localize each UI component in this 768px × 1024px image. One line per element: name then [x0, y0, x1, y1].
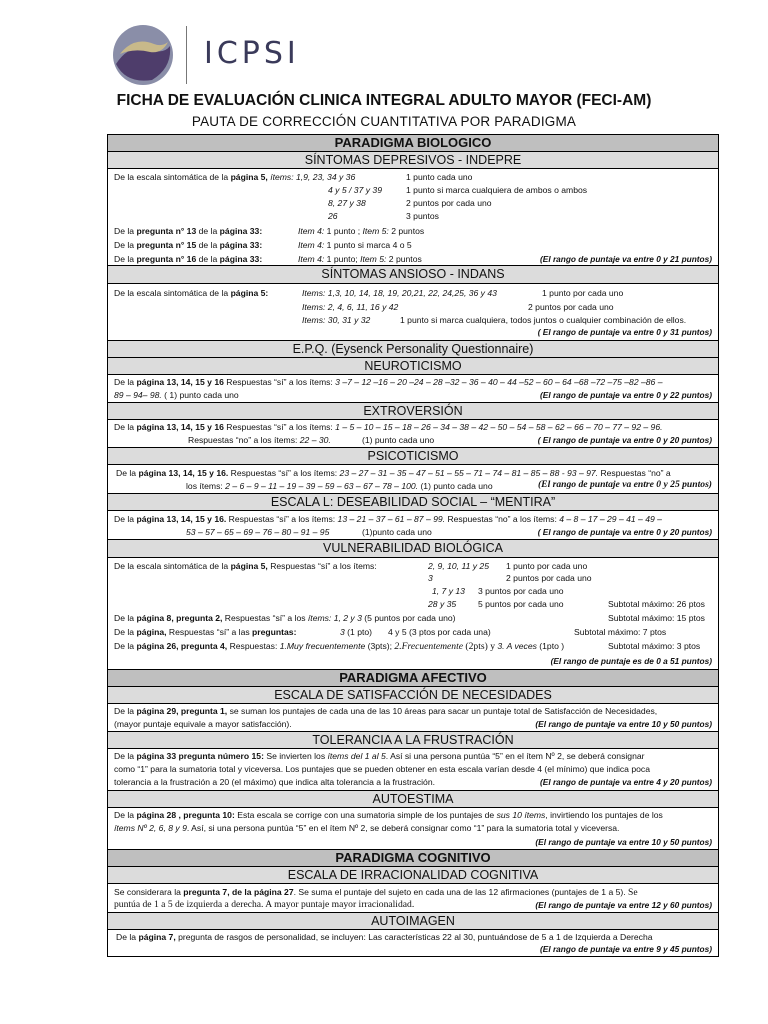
text: 3. A veces	[497, 641, 537, 651]
text: página 33:	[219, 254, 263, 264]
text: (2pts) y	[463, 641, 498, 652]
header-autoestima: AUTOESTIMA	[108, 791, 718, 808]
text: ítems:	[307, 613, 332, 623]
text: Respuestas “no” a los ítems:	[188, 435, 300, 445]
text: (1) punto cada uno	[362, 435, 435, 445]
text: ( 1) punto cada uno	[161, 390, 239, 400]
text: de la	[196, 226, 220, 236]
text: de la	[196, 254, 220, 264]
section-vulnerabilidad	[108, 558, 718, 670]
text: Subtotal máximo: 26 ptos	[608, 599, 705, 609]
text: (5 puntos por cada uno)	[361, 613, 456, 623]
text: 2 puntos	[391, 226, 425, 236]
text: 2 puntos por cada uno	[506, 573, 592, 583]
score-range: (El rango de puntaje va entre 9 y 45 puntos)	[540, 944, 712, 954]
text: 1, 2 y 3	[331, 613, 362, 623]
score-range: (El rango de puntaje va entre 0 y 25 puntos)	[537, 479, 712, 490]
text: Item 4:	[298, 226, 325, 236]
text: página 33 pregunta número 15:	[136, 751, 264, 761]
text: 28 y 35	[428, 599, 457, 609]
text: página 28 , pregunta 10:	[136, 810, 235, 820]
text: página 5,	[230, 561, 268, 571]
text: página 13, 14, 15 y 16.	[136, 514, 227, 524]
text: (1 pto)	[344, 627, 373, 637]
section-extroversion	[108, 420, 718, 448]
text: 2, 9, 10, 11 y 25	[428, 561, 489, 571]
text: De la	[114, 627, 137, 637]
header-tolerancia: TOLERANCIA A LA FRUSTRACIÓN	[108, 732, 718, 749]
text: preguntas:	[252, 627, 297, 637]
text: De la	[116, 932, 139, 942]
text: pregunta n° 13	[136, 226, 197, 236]
text: ítems: 1,9, 23, 34 y 36	[267, 172, 356, 182]
text: Respuestas “sí” a los	[222, 613, 308, 623]
text: De la	[114, 377, 137, 387]
text: como “1” para la sumatoria total y viceversa. Los puntajes que se pueden obtener en esta escala varían desde 4 (el mínimo) que indica poca	[114, 764, 650, 774]
text: Se invierten los	[263, 751, 328, 761]
icpsi-logo-icon	[112, 24, 174, 86]
header-paradigma-biologico: PARADIGMA BIOLOGICO	[108, 135, 718, 152]
text: pregunta n° 15	[136, 240, 197, 250]
text: 8, 27 y 38	[328, 198, 366, 208]
text: página 5,	[230, 172, 268, 182]
section-autoimagen	[108, 930, 718, 957]
text: Se considerara la	[114, 887, 184, 897]
score-range: (El rango de puntaje va entre 0 y 22 puntos)	[540, 390, 712, 400]
text: de la	[196, 240, 220, 250]
text: Respuestas “sí” a los ítems:	[267, 561, 377, 571]
text: 53 – 57 – 65 – 69 – 76 – 80 – 91 – 95	[186, 527, 330, 537]
text: Subtotal máximo: 3 ptos	[608, 641, 701, 651]
text: De la	[114, 240, 137, 250]
text: página 7,	[138, 932, 176, 942]
header-extroversion: EXTROVERSIÓN	[108, 403, 718, 420]
text: 26	[328, 211, 338, 221]
score-range: (El rango de puntaje va entre 4 y 20 puntos)	[540, 777, 712, 787]
text: , invirtiendo los puntajes de los	[545, 810, 663, 820]
text: pregunta n° 16	[136, 254, 197, 264]
text: De la	[114, 514, 137, 524]
text: . Así, si una persona puntúa “5” en el ítem Nº 2, se deberá consignar como “1” para la sumatoria total y viceversa.	[186, 823, 620, 833]
text: De la	[114, 751, 137, 761]
text: . Se suma el puntaje del sujeto en cada una de las 12 afirmaciones (puntajes de 1 a 5).	[293, 887, 626, 897]
text: 1 punto si marca 4 o 5	[326, 240, 412, 250]
text: sus 10 ítems	[496, 810, 546, 820]
text: 89 – 94– 98.	[114, 390, 162, 400]
text: (mayor puntaje equivale a mayor satisfacción).	[114, 719, 292, 729]
text: página 5:	[230, 288, 269, 298]
header-paradigma-cognitivo: PARADIGMA COGNITIVO	[108, 850, 718, 867]
section-irracionalidad	[108, 884, 718, 913]
text: 4 y 5 (3 ptos por cada una)	[388, 627, 491, 637]
text: De la escala sintomática de la	[114, 172, 231, 182]
text: 23 – 27 – 31 – 35 – 47 – 51 – 55 – 71 – 74 – 81 – 85 – 88 - 93 – 97.	[339, 468, 599, 478]
text: Esta escala se corrige con una sumatoria simple de los puntajes de	[234, 810, 497, 820]
section-ansiosos	[108, 284, 718, 341]
score-range: (El rango de puntaje va entre 0 y 21 puntos)	[540, 254, 712, 264]
text: 1 punto cada uno	[406, 172, 473, 182]
text: Items: 30, 31 y 32	[302, 315, 371, 325]
score-range: (El rango de puntaje va entre 10 y 50 puntos)	[535, 837, 712, 847]
text: página 13, 14, 15 y 16.	[138, 468, 229, 478]
score-range: ( El rango de puntaje va entre 0 y 20 puntos)	[537, 527, 712, 537]
text: (1)punto cada uno	[362, 527, 432, 537]
text: 1 punto;	[326, 254, 361, 264]
text: 1, 7 y 13	[432, 586, 465, 596]
text: página 13, 14, 15 y 16	[136, 377, 224, 387]
text: 1 punto si marca cualquiera, todos juntos o cualquier combinación de ellos.	[400, 315, 687, 325]
text: 22 – 30.	[299, 435, 331, 445]
text: (1pto )	[536, 641, 565, 651]
header-escala-l: ESCALA L: DESEABILIDAD SOCIAL – “MENTIRA”	[108, 494, 718, 511]
text: 3 –7 – 12 –16 – 20 –24 – 28 –32 – 36 – 40 – 44 –52 – 60 – 64 –68 –72 –75 –82 –86 –	[335, 377, 663, 387]
text: ítems del 1 al 5	[327, 751, 386, 761]
score-range: (El rango de puntaje va entre 10 y 50 puntos)	[535, 719, 712, 729]
text: Item 4:	[298, 254, 325, 264]
page-title: FICHA DE EVALUACIÓN CLINICA INTEGRAL ADULTO MAYOR (FECI-AM)	[116, 92, 652, 109]
text: De la escala sintomática de la	[114, 561, 231, 571]
text: página 33:	[219, 240, 263, 250]
section-depresivos	[108, 169, 718, 266]
text: Respuestas “no” a	[598, 468, 671, 478]
header-satisfaccion: ESCALA DE SATISFACCIÓN DE NECESIDADES	[108, 687, 718, 704]
text: Respuestas “sí” a los ítems:	[228, 468, 340, 478]
text: De la	[114, 226, 137, 236]
header-sintomas-depresivos: SÍNTOMAS DEPRESIVOS - INDEPRE	[108, 152, 718, 169]
text: 3	[428, 573, 433, 583]
text: puntúa de 1 a 5 de izquierda a derecha. A mayor puntaje mayor irracionalidad.	[114, 899, 415, 910]
score-range: ( El rango de puntaje va entre 0 y 31 puntos)	[537, 327, 712, 337]
header-autoimagen: AUTOIMAGEN	[108, 913, 718, 930]
text: Respuestas “no” a los ítems:	[445, 514, 560, 524]
text: 3	[340, 627, 345, 637]
text: 2.Frecuentemente	[394, 641, 464, 652]
text: 1 punto ;	[326, 226, 363, 236]
scoring-table	[107, 134, 719, 957]
text: De la	[114, 254, 137, 264]
text: De la	[114, 613, 137, 623]
text: De la	[114, 422, 137, 432]
text: 2 puntos	[388, 254, 422, 264]
text: Las características 22 al 30, puntuándose de 5 a 1 de Izquierda a Derecha	[368, 932, 653, 942]
text: 2 puntos por cada uno	[406, 198, 492, 208]
text: 1 punto por cada uno	[542, 288, 624, 298]
text: 4 y 5 / 37 y 39	[328, 185, 382, 195]
text: los ítems:	[186, 481, 226, 491]
text: Se	[625, 887, 638, 898]
header-psicoticismo: PSICOTICISMO	[108, 448, 718, 465]
section-neuroticismo	[108, 375, 718, 403]
score-range: (El rango de puntaje es de 0 a 51 puntos)	[550, 656, 712, 666]
text: Respuestas “sí” a los ítems:	[223, 377, 336, 387]
logo-divider	[186, 26, 187, 84]
text: página 13, 14, 15 y 16	[136, 422, 224, 432]
brand-name: ICPSI	[204, 36, 300, 71]
text: página 29, pregunta 1,	[136, 706, 228, 716]
header-sintomas-ansiosos: SÍNTOMAS ANSIOSO - INDANS	[108, 266, 718, 284]
header-paradigma-afectivo: PARADIGMA AFECTIVO	[108, 670, 718, 687]
header-epq: E.P.Q. (Eysenck Personality Questionnaire)	[108, 341, 718, 358]
text: De la	[114, 706, 137, 716]
text: Subtotal máximo: 7 ptos	[574, 627, 667, 637]
header-irracionalidad: ESCALA DE IRRACIONALIDAD COGNITIVA	[108, 867, 718, 884]
text: Item 4:	[298, 240, 325, 250]
text: Item 5:	[362, 226, 389, 236]
text: 1 punto por cada uno	[506, 561, 588, 571]
section-autoestima	[108, 808, 718, 850]
header-vulnerabilidad: VULNERABILIDAD BIOLÓGICA	[108, 540, 718, 558]
text: 4 – 8 – 17 – 29 – 41 – 49 –	[559, 514, 662, 524]
text: Item 5:	[360, 254, 387, 264]
text: Items: 2, 4, 6, 11, 16 y 42	[302, 302, 399, 312]
text: Subtotal máximo: 15 ptos	[608, 613, 705, 623]
text: De la	[114, 641, 137, 651]
section-escala-l	[108, 511, 718, 540]
text: 5 puntos por cada uno	[478, 599, 564, 609]
text: página 33:	[219, 226, 263, 236]
header-neuroticismo: NEUROTICISMO	[108, 358, 718, 375]
text: se suman los puntajes de cada una de las 10 áreas para sacar un puntaje total de Satisfacción de Necesidades,	[227, 706, 658, 716]
text: 1.Muy frecuentemente	[279, 641, 366, 651]
text: 3 puntos por cada uno	[478, 586, 564, 596]
text: pregunta de rasgos de personalidad, se incluyen:	[175, 932, 369, 942]
text: página,	[136, 627, 167, 637]
text: Items: 1,3, 10, 14, 18, 19, 20,21, 22, 24,25, 36 y 43	[302, 288, 497, 298]
text: 13 – 21 – 37 – 61 – 87 – 99.	[337, 514, 446, 524]
text: 3 puntos	[406, 211, 439, 221]
text: (1) punto cada uno	[418, 481, 493, 491]
text: De la	[116, 468, 139, 478]
section-tolerancia	[108, 749, 718, 791]
text: Respuestas “sí” a los ítems:	[223, 422, 336, 432]
text: página 26, pregunta 4,	[136, 641, 228, 651]
text: De la escala sintomática de la	[114, 288, 231, 298]
text: Respuestas:	[227, 641, 280, 651]
text: 2 puntos por cada uno	[528, 302, 614, 312]
text: ítems Nº 2, 6, 8 y 9	[114, 823, 187, 833]
text: . Así si una persona puntúa “5” en el ítem Nº 2, se deberá consignar	[385, 751, 645, 761]
text: pregunta 7, de la página 27	[183, 887, 294, 897]
score-range: (El rango de puntaje va entre 12 y 60 puntos)	[535, 900, 712, 910]
text: (3pts);	[365, 641, 395, 651]
text: 2 – 6 – 9 – 11 – 19 – 39 – 59 – 63 – 67 – 78 – 100.	[225, 481, 419, 491]
text: De la	[114, 810, 137, 820]
page-subtitle: PAUTA DE CORRECCIÓN CUANTITATIVA POR PARADIGMA	[191, 114, 577, 129]
text: 1 punto si marca cualquiera de ambos o ambos	[406, 185, 588, 195]
section-psicoticismo	[108, 465, 718, 494]
section-satisfaccion	[108, 704, 718, 732]
text: Respuestas “sí” a las	[166, 627, 253, 637]
text: tolerancia a la frustración a 20 (el máximo) que indica alta tolerancia a la frustración.	[114, 777, 435, 787]
text: 1 – 5 – 10 – 15 – 18 – 26 – 34 – 38 – 42 – 50 – 54 – 58 – 62 – 66 – 70 – 77 – 92 – 96.	[335, 422, 663, 432]
text: página 8, pregunta 2,	[136, 613, 223, 623]
score-range: ( El rango de puntaje va entre 0 y 20 puntos)	[537, 435, 712, 445]
text: Respuestas “sí” a los ítems:	[226, 514, 338, 524]
